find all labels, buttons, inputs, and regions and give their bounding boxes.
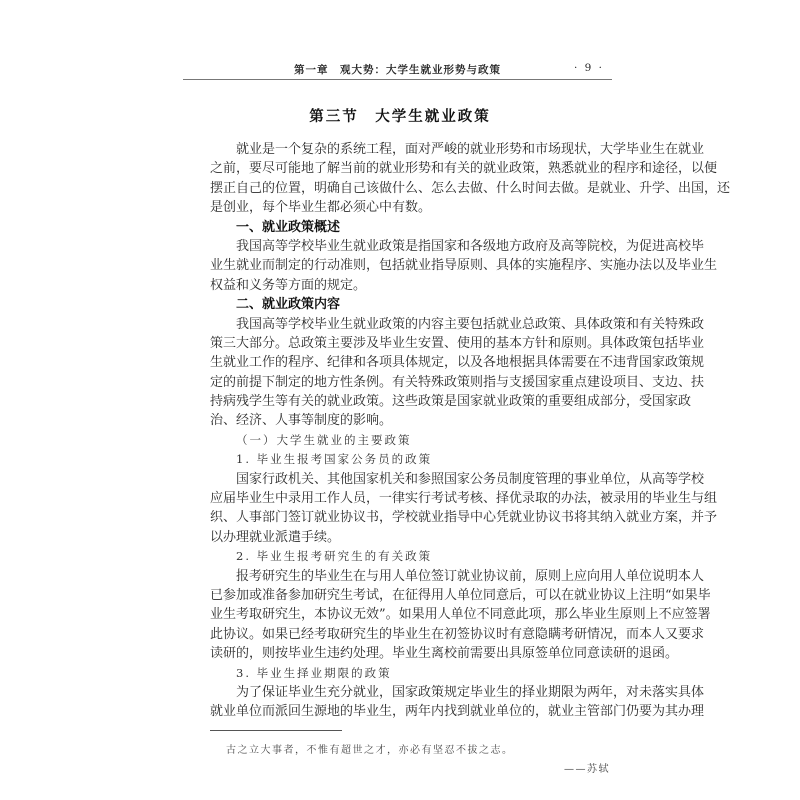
subsection-heading: 2. 毕业生报考研究生的有关政策 <box>236 549 433 564</box>
text-line: 持病残学生等有关的就业政策。这些政策是国家就业政策的重要组成部分，受国家政 <box>210 394 692 410</box>
text-line: 织、人事部门签订就业协议书，学校就业指导中心凭就业协议书将其纳入就业方案，并予 <box>210 510 718 526</box>
text-line: 是创业，每个毕业生都必须心中有数。 <box>210 200 432 216</box>
text-line: 就业单位而派回生源地的毕业生，两年内找到就业单位的，就业主管部门仍要为其办理 <box>210 704 705 720</box>
text-line: 权益和义务等方面的规定。 <box>210 277 367 293</box>
footnote-rule <box>210 730 342 731</box>
text-line: 以办理就业派遣手续。 <box>210 529 341 545</box>
subsection-heading: 1. 毕业生报考国家公务员的政策 <box>236 452 433 467</box>
text-line: 应届毕业生中录用工作人员，一律实行考试考核、择优录取的办法，被录用的毕业生与组 <box>210 491 718 507</box>
paragraph <box>210 315 705 431</box>
paragraph <box>210 237 718 295</box>
text-line: 生就业工作的程序、纪律和各项具体规定，以及各地根据具体需要在不违背国家政策规 <box>210 355 705 371</box>
section-title: 第三节 大学生就业政策 <box>309 108 491 125</box>
text-line: 已参加或准备参加研究生考试，在征得用人单位同意后，可以在就业协议上注明“如果毕 <box>210 587 711 603</box>
text-line: 我国高等学校毕业生就业政策是指国家和各级地方政府及高等院校，为促进高校毕 <box>236 238 705 254</box>
running-head <box>183 62 612 78</box>
text-line: 就业是一个复杂的系统工程，面对严峻的就业形势和市场现状，大学毕业生在就业 <box>236 142 705 157</box>
page-number: · 9 · <box>573 62 604 74</box>
section-heading: 一、就业政策概述 <box>236 219 341 235</box>
paragraph <box>210 470 718 548</box>
text-line: 国家行政机关、其他国家机关和参照国家公务员制度管理的事业单位，从高等学校 <box>236 471 705 487</box>
text-line: 策三大部分。总政策主要涉及毕业生安置、使用的基本方针和原则。具体政策包括毕业 <box>210 335 705 351</box>
text-line: 报考研究生的毕业生在与用人单位签订就业协议前，原则上应向用人单位说明本人 <box>236 568 705 584</box>
text-line: 此协议。如果已经考取研究生的毕业生在初签协议时有意隐瞒考研情况，而本人又要求 <box>210 626 705 642</box>
paragraph <box>210 567 711 664</box>
body-text <box>210 140 731 722</box>
subsection-heading: （一）大学生就业的主要政策 <box>236 432 412 447</box>
header-rule <box>183 79 612 80</box>
text-line: 读研的，则按毕业生违约处理。毕业生离校前需要出具原签单位同意读研的退函。 <box>210 646 679 662</box>
footnote-author: ——苏轼 <box>564 764 610 775</box>
section-heading: 二、就业政策内容 <box>236 297 341 313</box>
text-line: 业生考取研究生，本协议无效”。如果用人单位不同意此项，那么毕业生原则上不应签署 <box>210 607 711 623</box>
text-line: 为了保证毕业生充分就业，国家政策规定毕业生的择业期限为两年，对未落实具体 <box>236 684 705 700</box>
text-line: 摆正自己的位置，明确自己该做什么、怎么去做、什么时间去做。是就业、升学、出国，还 <box>210 180 731 196</box>
footnote-quote: 古之立大事者，不惟有超世之才，亦必有坚忍不拔之志。 <box>226 745 514 756</box>
paragraph <box>210 683 705 722</box>
paragraph <box>210 140 731 218</box>
text-line: 定的前提下制定的地方性条例。有关特殊政策则指与支援国家重点建设项目、支边、扶 <box>210 374 705 390</box>
chapter-title: 第一章 观大势：大学生就业形势与政策 <box>294 64 501 76</box>
text-line: 业生就业而制定的行动准则，包括就业指导原则、具体的实施程序、实施办法以及毕业生 <box>210 258 718 274</box>
text-line: 我国高等学校毕业生就业政策的内容主要包括就业总政策、具体政策和有关特殊政 <box>236 316 705 332</box>
subsection-heading: 3. 毕业生择业期限的政策 <box>236 665 392 680</box>
text-line: 之前，要尽可能地了解当前的就业形势和有关的就业政策，熟悉就业的程序和途径，以便 <box>210 161 718 177</box>
text-line: 治、经济、人事等制度的影响。 <box>210 413 393 429</box>
